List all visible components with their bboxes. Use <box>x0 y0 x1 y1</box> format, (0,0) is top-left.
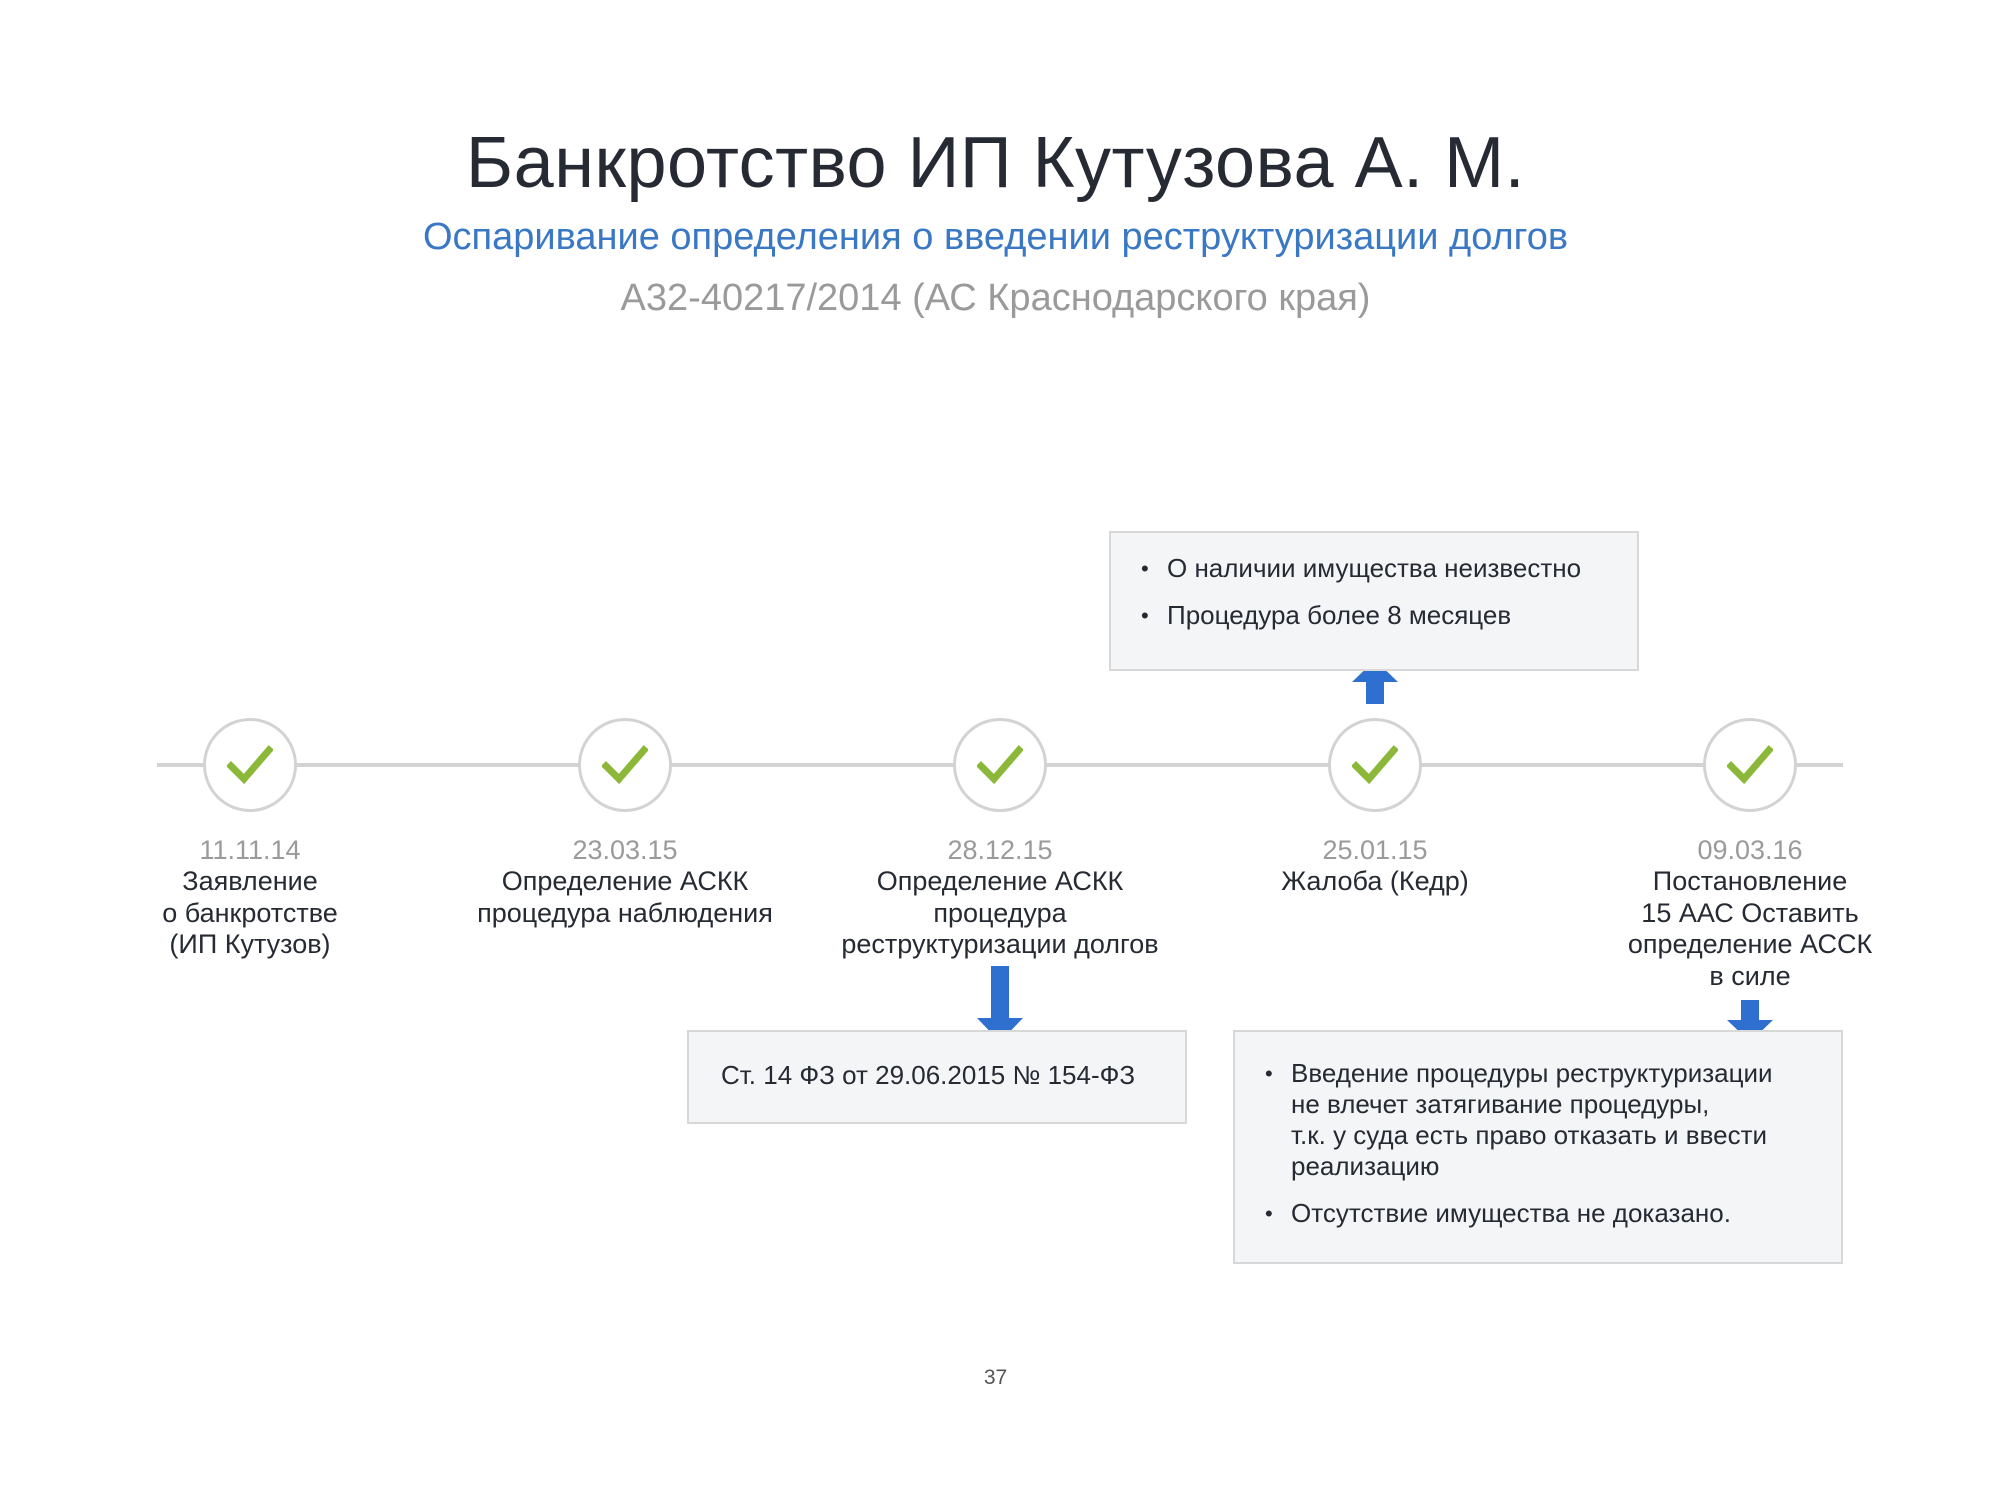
milestone-circle <box>1328 718 1422 812</box>
milestone-circle <box>578 718 672 812</box>
milestone-date: 25.01.15 <box>1322 835 1428 865</box>
milestone-label: Определение АСКК процедура наблюдения <box>477 866 773 928</box>
milestone-circle <box>953 718 1047 812</box>
note-box-ruling <box>1233 1030 1843 1264</box>
milestone-label: Определение АСКК процедура реструктуризации долгов <box>841 866 1159 959</box>
check-icon <box>977 745 1023 785</box>
milestone-label: Постановление 15 ААС Оставить определение АССК в силе <box>1627 866 1873 991</box>
milestone-circle <box>1703 718 1797 812</box>
milestone-date: 28.12.15 <box>947 835 1053 865</box>
note-text: Ст. 14 ФЗ от 29.06.2015 № 154-ФЗ <box>721 1060 1136 1090</box>
milestone-circle <box>203 718 297 812</box>
milestone-date: 23.03.15 <box>572 835 678 865</box>
page-number: 37 <box>983 1366 1008 1389</box>
case-number: А32-40217/2014 (АС Краснодарского края) <box>620 277 1371 319</box>
check-icon <box>1352 745 1398 785</box>
page-title: Банкротство ИП Кутузова А. М. <box>465 123 1526 203</box>
note-box-law <box>687 1030 1187 1124</box>
note-item: • Отсутствие имущества не доказано. <box>1265 1198 1841 1229</box>
note-box-property <box>1109 531 1639 671</box>
note-item: • О наличии имущества неизвестно <box>1141 553 1637 584</box>
check-icon <box>1727 745 1773 785</box>
note-item: • Процедура более 8 месяцев <box>1141 600 1637 631</box>
milestone-date: 11.11.14 <box>199 835 301 865</box>
check-icon <box>227 745 273 785</box>
page-subtitle: Оспаривание определения о введении реструктуризации долгов <box>422 216 1569 258</box>
note-item: • Введение процедуры реструктуризации не влечет затягивание процедуры, т.к. у суда есть право отказать и ввести реализацию <box>1265 1058 1841 1182</box>
check-icon <box>602 745 648 785</box>
milestone-label: Заявление о банкротстве (ИП Кутузов) <box>162 866 338 959</box>
milestone-date: 09.03.16 <box>1697 835 1803 865</box>
milestone-label: Жалоба (Кедр) <box>1281 866 1469 896</box>
